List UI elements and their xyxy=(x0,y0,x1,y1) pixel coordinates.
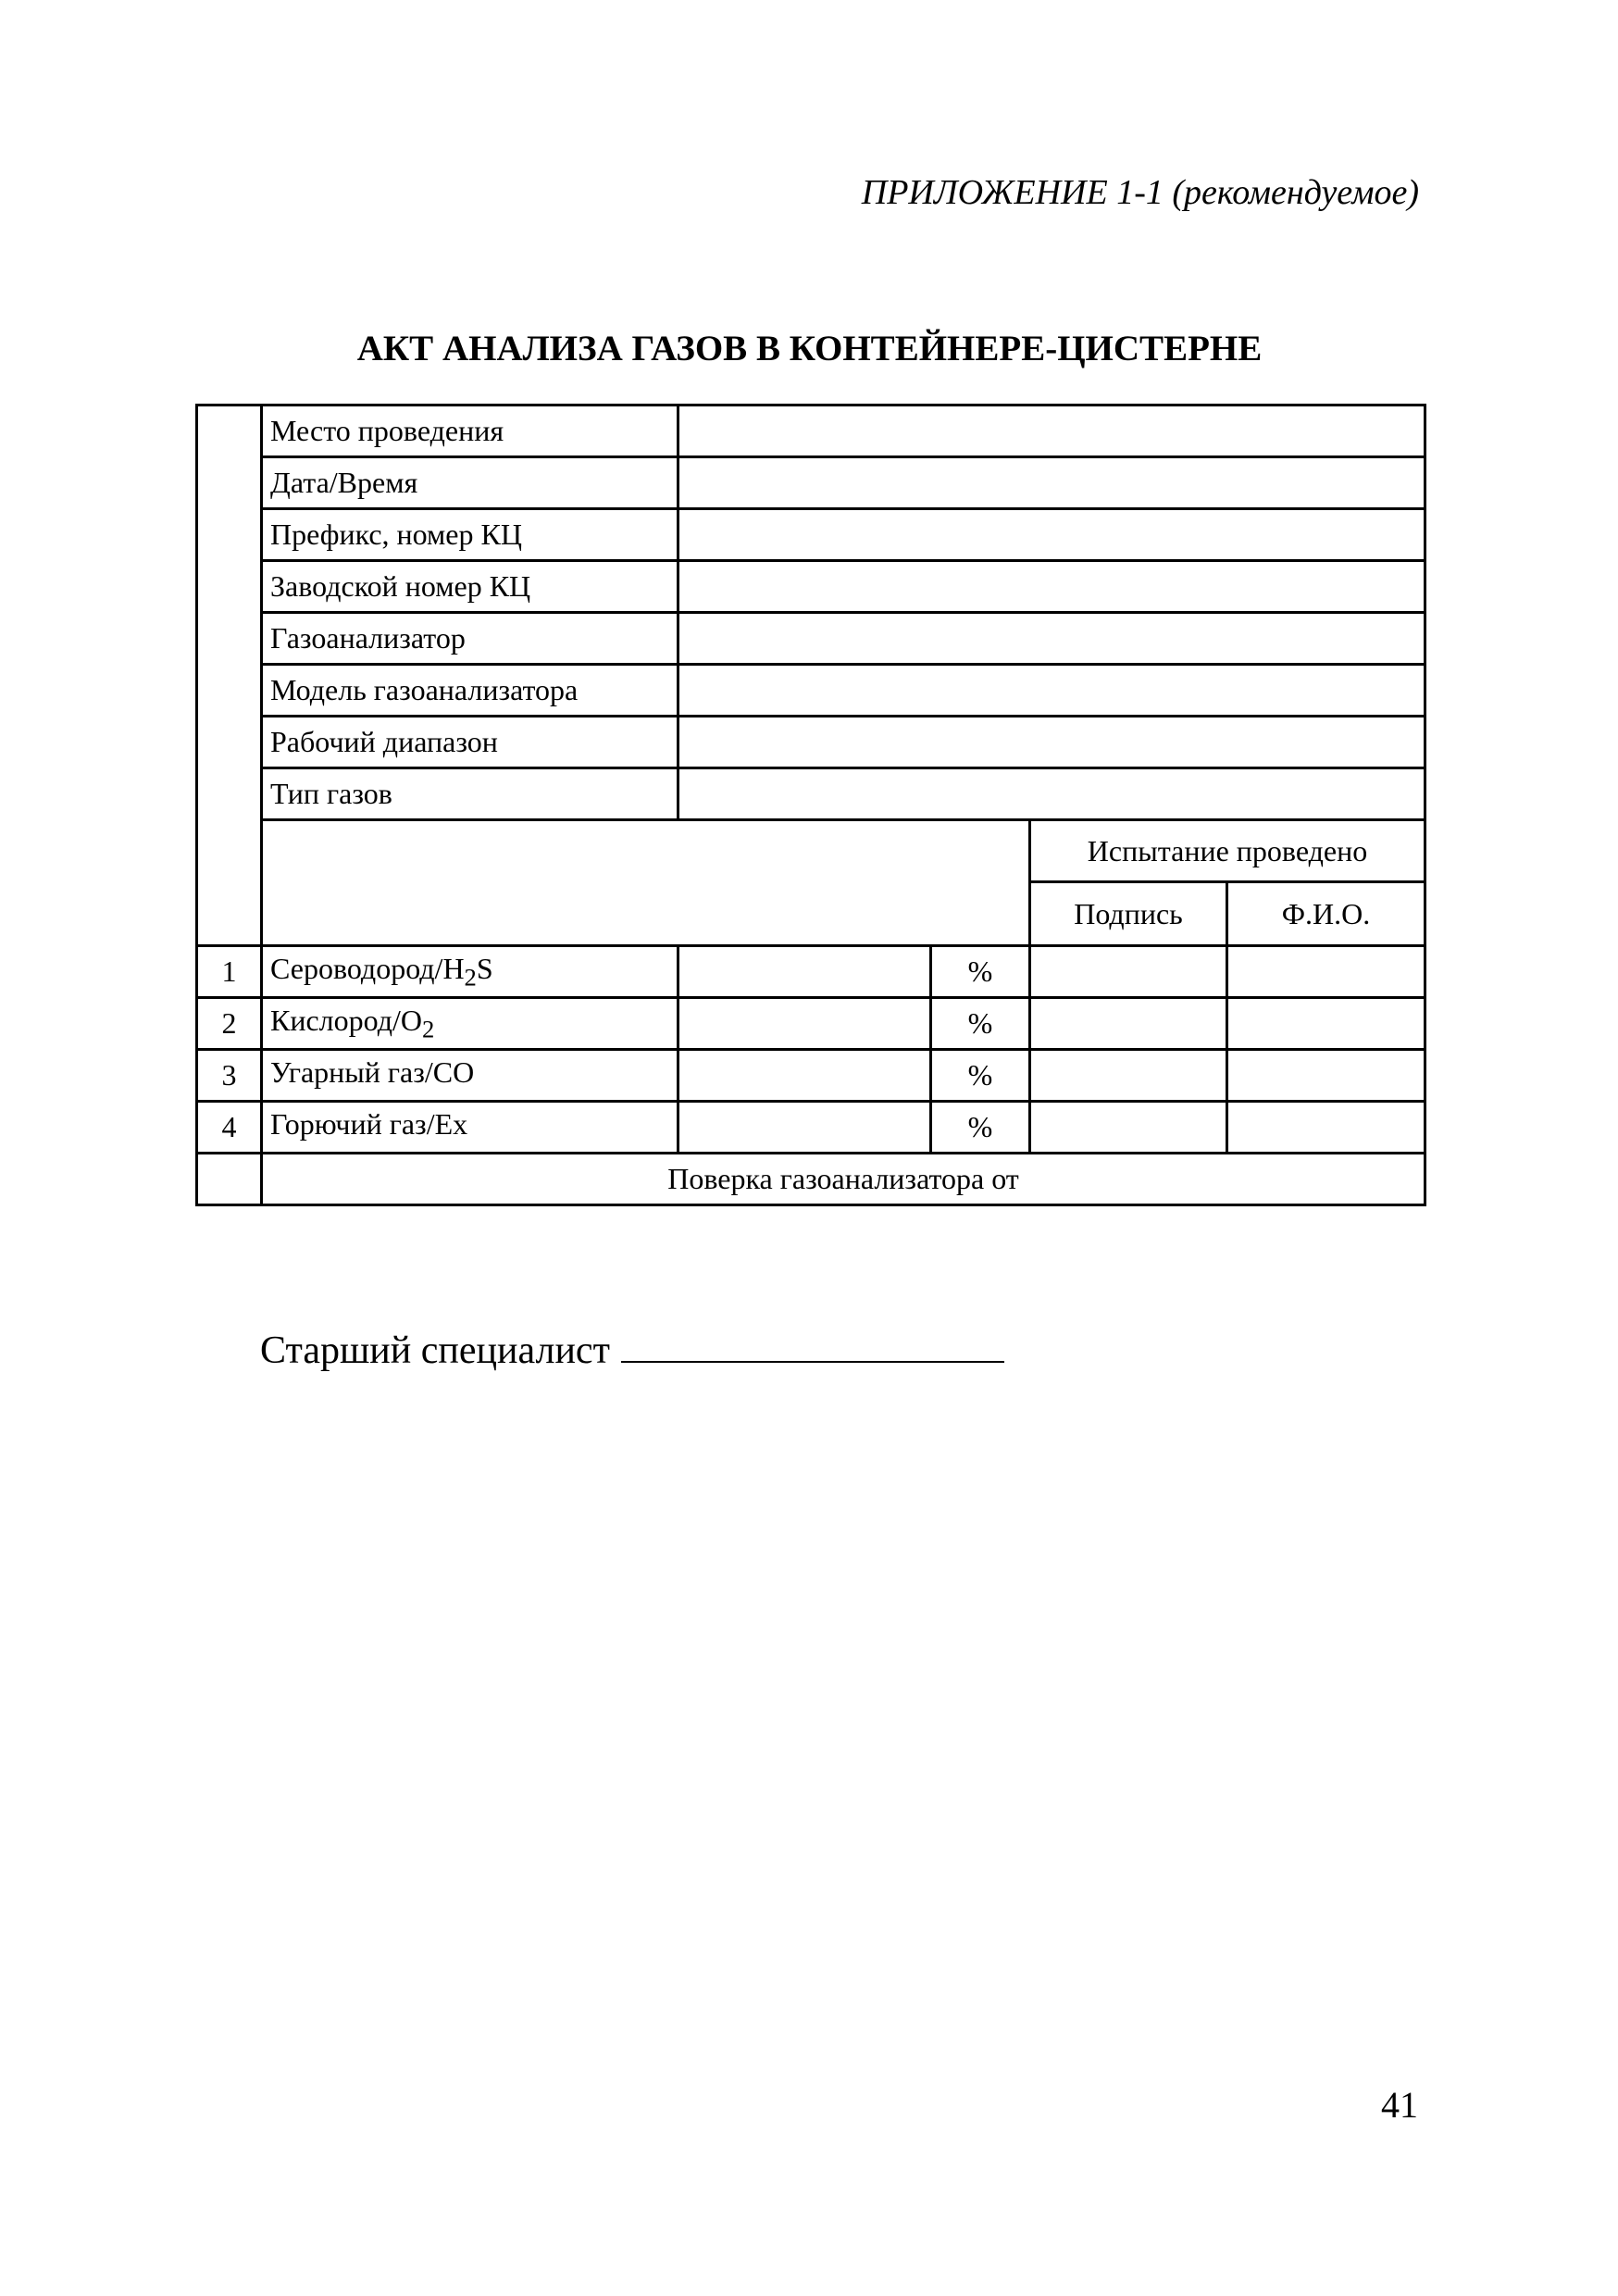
document-title: АКТ АНАЛИЗА ГАЗОВ В КОНТЕЙНЕРЕ-ЦИСТЕРНЕ xyxy=(356,329,1263,368)
field-label: Заводской номер КЦ xyxy=(262,561,678,613)
full-name-cell[interactable] xyxy=(1227,946,1425,998)
test-conducted-header: Испытание проведено xyxy=(1030,820,1425,882)
header-spacer xyxy=(262,820,1030,946)
signature-line xyxy=(260,1326,1004,1373)
gas-name: Горючий газ/Ex xyxy=(262,1102,678,1154)
full-name-cell[interactable] xyxy=(1227,998,1425,1050)
field-value-location[interactable] xyxy=(678,406,1425,457)
field-value-working-range[interactable] xyxy=(678,717,1425,768)
field-label: Префикс, номер КЦ xyxy=(262,509,678,561)
unit-cell: % xyxy=(931,1102,1030,1154)
signature-header: Подпись xyxy=(1030,882,1227,946)
gas-value-cell[interactable] xyxy=(678,1050,931,1102)
signature-cell[interactable] xyxy=(1030,1050,1227,1102)
field-value-prefix-number[interactable] xyxy=(678,509,1425,561)
field-label: Рабочий диапазон xyxy=(262,717,678,768)
signature-cell[interactable] xyxy=(1030,998,1227,1050)
unit-cell: % xyxy=(931,946,1030,998)
calibration-row: Поверка газоанализатора от xyxy=(262,1154,1425,1205)
number-column-spacer xyxy=(197,406,262,946)
appendix-label: ПРИЛОЖЕНИЕ 1-1 (рекомендуемое) xyxy=(861,173,1419,212)
field-label: Место проведения xyxy=(262,406,678,457)
gas-name: Сероводород/$H_2S$ xyxy=(262,946,678,998)
page-number: 41 xyxy=(1381,2084,1418,2126)
full-name-header: Ф.И.О. xyxy=(1227,882,1425,946)
field-label: Газоанализатор xyxy=(262,613,678,665)
row-number-empty xyxy=(197,1154,262,1205)
signature-blank[interactable] xyxy=(621,1326,1004,1363)
table-row xyxy=(197,1102,1425,1154)
table-row xyxy=(197,998,1425,1050)
table-row xyxy=(197,1050,1425,1102)
field-value-gas-type[interactable] xyxy=(678,768,1425,820)
gas-name: Кислород/$O_2$ xyxy=(262,998,678,1050)
table-row xyxy=(197,946,1425,998)
row-number: 1 xyxy=(197,946,262,998)
signature-cell[interactable] xyxy=(1030,1102,1227,1154)
field-value-datetime[interactable] xyxy=(678,457,1425,509)
field-value-gas-analyzer[interactable] xyxy=(678,613,1425,665)
field-label: Модель газоанализатора xyxy=(262,665,678,717)
full-name-cell[interactable] xyxy=(1227,1050,1425,1102)
field-value-factory-number[interactable] xyxy=(678,561,1425,613)
field-label: Тип газов xyxy=(262,768,678,820)
gas-analysis-table xyxy=(195,404,1426,1206)
gas-value-cell[interactable] xyxy=(678,998,931,1050)
unit-cell: % xyxy=(931,1050,1030,1102)
row-number: 2 xyxy=(197,998,262,1050)
signature-label: Старший специалист xyxy=(260,1329,610,1372)
gas-value-cell[interactable] xyxy=(678,1102,931,1154)
gas-name: Угарный газ/CO xyxy=(262,1050,678,1102)
row-number: 3 xyxy=(197,1050,262,1102)
field-label: Дата/Время xyxy=(262,457,678,509)
field-value-analyzer-model[interactable] xyxy=(678,665,1425,717)
unit-cell: % xyxy=(931,998,1030,1050)
signature-cell[interactable] xyxy=(1030,946,1227,998)
gas-value-cell[interactable] xyxy=(678,946,931,998)
row-number: 4 xyxy=(197,1102,262,1154)
full-name-cell[interactable] xyxy=(1227,1102,1425,1154)
